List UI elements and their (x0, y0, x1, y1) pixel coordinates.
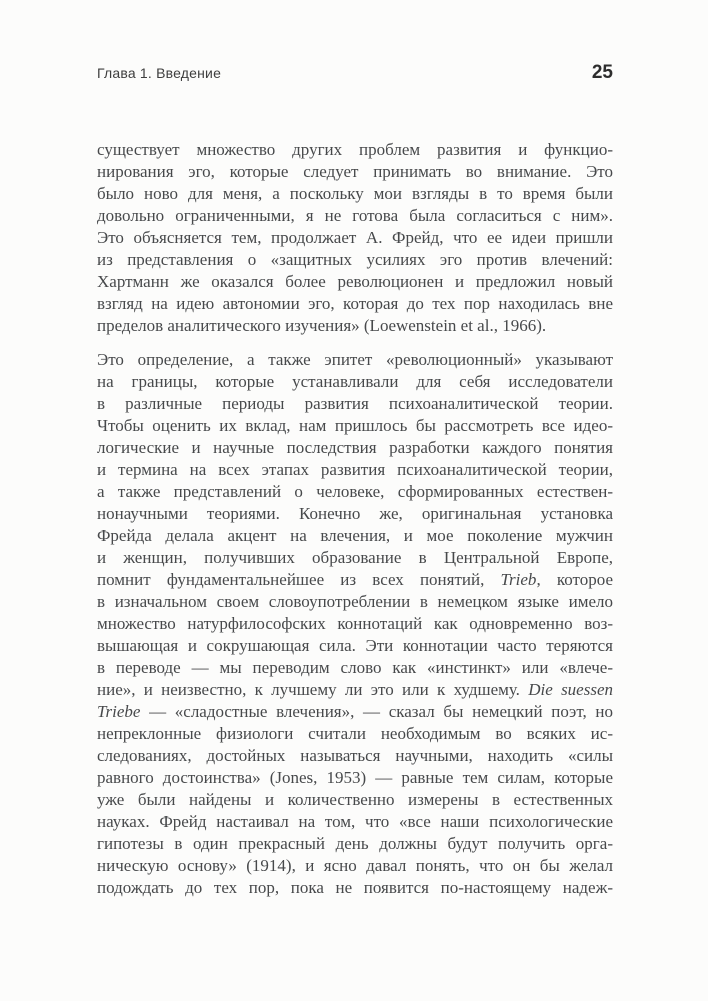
text-segment: — «сладостные влечения», — сказал бы немецкий поэт, но (140, 702, 613, 721)
text-line (97, 745, 613, 767)
running-title: Глава 1. Введение (97, 65, 222, 81)
text-segment: нонаучными теориями. Конечно же, оригинальная установка (97, 504, 613, 523)
paragraph (97, 139, 613, 337)
italic-text: Die suessen (528, 680, 613, 699)
text-line (97, 723, 613, 745)
text-line (97, 437, 613, 459)
text-segment: логические и научные последствия разработки каждого понятия (97, 438, 613, 457)
text-line (97, 393, 613, 415)
text-line (97, 525, 613, 547)
text-line (97, 249, 613, 271)
text-segment: и термина на всех этапах развития психоаналитической теории, (97, 460, 613, 479)
text-line (97, 877, 613, 899)
text-segment: , которое (536, 570, 613, 589)
text-segment: равного достоинства» (Jones, 1953) — равные тем силам, которые (97, 768, 613, 787)
text-line (97, 205, 613, 227)
text-segment: помнит фундаментальнейшее из всех понятий, (97, 570, 501, 589)
text-segment: Фрейда делала акцент на влечения, и мое поколение мужчин (97, 526, 613, 545)
text-line (97, 139, 613, 161)
text-segment: в изначальном своем словоупотреблении в немецком языке имело (97, 592, 613, 611)
text-line (97, 459, 613, 481)
text-segment: нирования эго, которые следует принимать во внимание. Это (97, 162, 613, 181)
text-segment: непреклонные физиологи считали необходимым во всяких ис- (97, 724, 613, 743)
text-line (97, 855, 613, 877)
text-line (97, 293, 613, 315)
italic-text: Triebe (97, 702, 141, 721)
text-line (97, 591, 613, 613)
body-text (97, 139, 613, 899)
text-line (97, 679, 613, 701)
text-line (97, 415, 613, 437)
text-segment: пределов аналитического изучения» (Loewenstein et al., 1966). (97, 316, 547, 335)
text-segment: гипотезы в один прекрасный день должны будут получить орга- (97, 834, 613, 853)
text-segment: Это определение, а также эпитет «революционный» указывают (97, 350, 613, 369)
text-line (97, 811, 613, 833)
text-segment: множество натурфилософских коннотаций как одновременно воз- (97, 614, 613, 633)
text-line (97, 547, 613, 569)
text-line (97, 657, 613, 679)
text-segment: довольно ограниченными, я не готова была согласиться с ним». (97, 206, 613, 225)
text-line (97, 183, 613, 205)
text-segment: было ново для меня, а поскольку мои взгляды в то время были (97, 184, 613, 203)
text-segment: и женщин, получивших образование в Центральной Европе, (97, 548, 613, 567)
text-line (97, 833, 613, 855)
italic-text: Trieb (500, 570, 537, 589)
text-segment: следованиях, достойных называться научными, находить «силы (97, 746, 613, 765)
text-segment: ническую основу» (1914), и ясно давал понять, что он бы желал (97, 856, 613, 875)
text-segment: ние», и неизвестно, к лучшему ли это или к худшему. (97, 680, 529, 699)
text-line (97, 161, 613, 183)
text-segment: из представления о «защитных усилиях эго против влечений: (97, 250, 613, 269)
text-line (97, 701, 613, 723)
text-line (97, 349, 613, 371)
text-segment: в переводе — мы переводим слово как «инстинкт» или «влече- (97, 658, 613, 677)
text-segment: Это объясняется тем, продолжает А. Фрейд, что ее идеи пришли (97, 228, 613, 247)
text-line (97, 227, 613, 249)
text-segment: взгляд на идею автономии эго, которая до тех пор находилась вне (97, 294, 613, 313)
text-line (97, 315, 613, 337)
text-segment: уже были найдены и количественно измерены в естественных (97, 790, 613, 809)
paragraph (97, 349, 613, 899)
text-line (97, 767, 613, 789)
text-line (97, 271, 613, 293)
text-segment: вышающая и сокрушающая сила. Эти коннотации часто теряются (97, 636, 613, 655)
text-line (97, 569, 613, 591)
text-segment: на границы, которые устанавливали для себя исследователи (97, 372, 613, 391)
text-line (97, 371, 613, 393)
page-header (97, 62, 613, 84)
text-segment: существует множество других проблем развития и функцио- (97, 140, 613, 159)
text-segment: а также представлений о человеке, сформированных естествен- (97, 482, 613, 501)
text-line (97, 613, 613, 635)
text-line (97, 635, 613, 657)
text-line (97, 481, 613, 503)
text-segment: Хартманн же оказался более революционен и предложил новый (97, 272, 613, 291)
page-number: 25 (591, 62, 613, 83)
text-segment: подождать до тех пор, пока не появится по-настоящему надеж- (97, 878, 613, 897)
text-line (97, 503, 613, 525)
text-line (97, 789, 613, 811)
text-segment: в различные периоды развития психоаналитической теории. (97, 394, 613, 413)
text-segment: Чтобы оценить их вклад, нам пришлось бы рассмотреть все идео- (97, 416, 613, 435)
text-segment: науках. Фрейд настаивал на том, что «все наши психологические (97, 812, 613, 831)
